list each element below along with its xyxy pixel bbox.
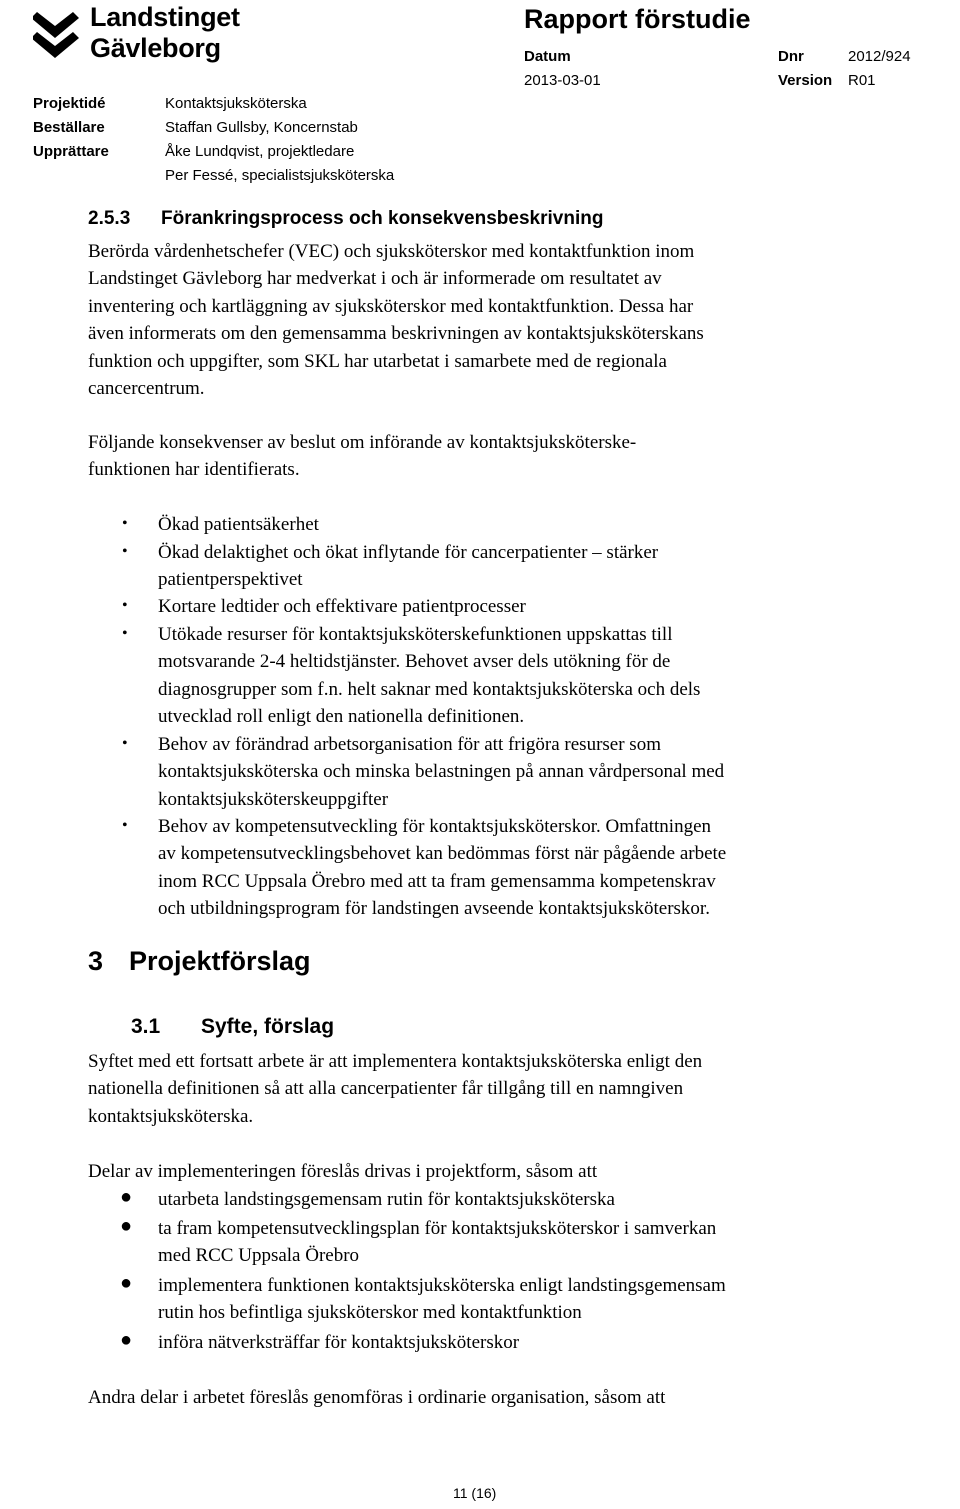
section-3-number: 3 [88,946,104,976]
bullet-icon: • [122,597,128,614]
upprattare-value: Åke Lundqvist, projektledare [165,143,355,160]
report-title: Rapport förstudie [524,4,751,34]
text-line: utvecklad roll enligt den nationella definitionen. [158,706,525,728]
text-line: cancercentrum. [88,378,205,400]
section-2-5-3-paragraph-1 [88,238,888,402]
text-line: rutin hos befintliga sjuksköterskor med kontaktfunktion [158,1302,582,1324]
text-line: med RCC Uppsala Örebro [158,1245,360,1267]
text-line: kontaktsjuksköterska. [88,1105,254,1127]
upprattare-value-2: Per Fessé, specialistsjuksköterska [165,167,395,184]
bullet-icon: • [122,625,128,642]
section-3-1-title: Syfte, förslag [201,1015,335,1038]
text-line: Utökade resurser för kontaktsjuksköterskefunktionen uppskattas till [158,624,673,645]
text-line: även informerats om den gemensamma beskrivningen av kontaktsjuksköterskans [88,323,704,345]
bullet-icon: • [122,543,128,560]
list-item [158,621,700,731]
text-line: Syftet med ett fortsatt arbete är att implementera kontaktsjuksköterska enligt den [88,1051,703,1072]
text-line: Berörda vårdenhetschefer (VEC) och sjuksköterskor med kontaktfunktion inom [88,241,695,262]
text-line: Delar av implementeringen föreslås drivas i projektform, såsom att [88,1161,598,1182]
text-line: motsvarande 2-4 heltidstjänster. Behovet avser dels utökning för de [158,651,671,673]
list-item [158,1329,519,1356]
text-line: Landstinget Gävleborg har medverkat i och är informerade om resultatet av [88,268,662,290]
list-item [158,539,658,594]
dnr-value: 2012/924 [848,48,911,65]
text-line: implementera funktionen kontaktsjuksköterska enligt landstingsgemensam [158,1275,726,1296]
text-line: Kortare ledtider och effektivare patientprocesser [158,596,526,617]
text-line: och utbildningsprogram för landstingen avseende kontaktsjuksköterskor. [158,898,710,920]
text-line: nationella definitionen så att alla cancerpatienter får tillgång till en namngiven [88,1078,684,1100]
text-line: patientperspektivet [158,569,303,591]
text-line: Ökad delaktighet och ökat inflytande för cancerpatienter – stärker [158,542,659,563]
section-3-1-paragraph-1 [88,1048,888,1130]
text-line: funktionen har identifierats. [88,459,300,481]
page-number: 11 (16) [453,1485,497,1501]
text-line: kontaktsjuksköterska och minska belastningen på annan vårdpersonal med [158,761,725,783]
projektide-value: Kontaktsjuksköterska [165,95,307,112]
datum-value: 2013-03-01 [524,72,601,89]
bullet-icon: ● [120,1215,133,1237]
version-value: R01 [848,72,876,89]
bullet-icon: • [122,515,128,532]
logo-line-1: Landstinget [90,2,240,32]
text-line: av kompetensutvecklingsbehovet kan bedömmas först när pågående arbete [158,843,727,865]
bullet-icon: ● [120,1186,133,1208]
section-2-5-3-title: Förankringsprocess och konsekvensbeskrivning [161,208,604,229]
text-line: diagnosgrupper som f.n. helt saknar med kontaktsjuksköterska och dels [158,678,701,700]
section-2-5-3-paragraph-2 [88,429,888,484]
text-line: Andra delar i arbetet föreslås genomföras i ordinarie organisation, såsom att [88,1387,666,1408]
logo-wordmark [90,2,240,64]
list-item [158,731,724,813]
text-line: Följande konsekvenser av beslut om införande av kontaktsjuksköterske- [88,432,637,453]
text-line: funktion och uppgifter, som SKL har utarbetat i samarbete med de regionala [88,350,667,372]
list-item [158,1272,726,1327]
bestallare-label: Beställare [33,119,105,136]
version-label: Version [778,72,833,89]
bullet-icon: • [122,817,128,834]
text-line: Behov av förändrad arbetsorganisation för att frigöra resurser som [158,734,661,755]
projektide-label: Projektidé [33,95,106,112]
text-line: inom RCC Uppsala Örebro med att ta fram gemensamma kompetenskrav [158,870,716,892]
section-3-title: Projektförslag [129,946,311,976]
bullet-icon: • [122,735,128,752]
text-line: utarbeta landstingsgemensam rutin för kontaktsjuksköterska [158,1189,615,1210]
dnr-label: Dnr [778,48,804,65]
list-item [158,593,526,620]
bullet-icon: ● [120,1329,133,1351]
logo-line-2: Gävleborg [90,33,221,63]
list-item [158,511,319,538]
upprattare-label: Upprättare [33,143,109,160]
section-3-1-paragraph-3 [88,1384,888,1411]
text-line: införa nätverksträffar för kontaktsjuksköterskor [158,1332,520,1353]
landstinget-logo-icon [33,4,83,60]
list-item [158,1215,716,1270]
list-item [158,1186,615,1213]
text-line: inventering och kartläggning av sjuksköterskor med kontaktfunktion. Dessa har [88,295,694,317]
section-3-1-number: 3.1 [131,1015,161,1038]
datum-label: Datum [524,48,571,65]
bestallare-value: Staffan Gullsby, Koncernstab [165,119,358,136]
text-line: kontaktsjuksköterskeuppgifter [158,788,389,810]
section-2-5-3-number: 2.5.3 [88,208,131,229]
section-3-1-paragraph-2 [88,1158,888,1185]
text-line: Behov av kompetensutveckling för kontaktsjuksköterskor. Omfattningen [158,816,712,837]
list-item [158,813,726,923]
text-line: Ökad patientsäkerhet [158,514,319,535]
text-line: ta fram kompetensutvecklingsplan för kontaktsjuksköterskor i samverkan [158,1218,717,1239]
bullet-icon: ● [120,1272,133,1294]
